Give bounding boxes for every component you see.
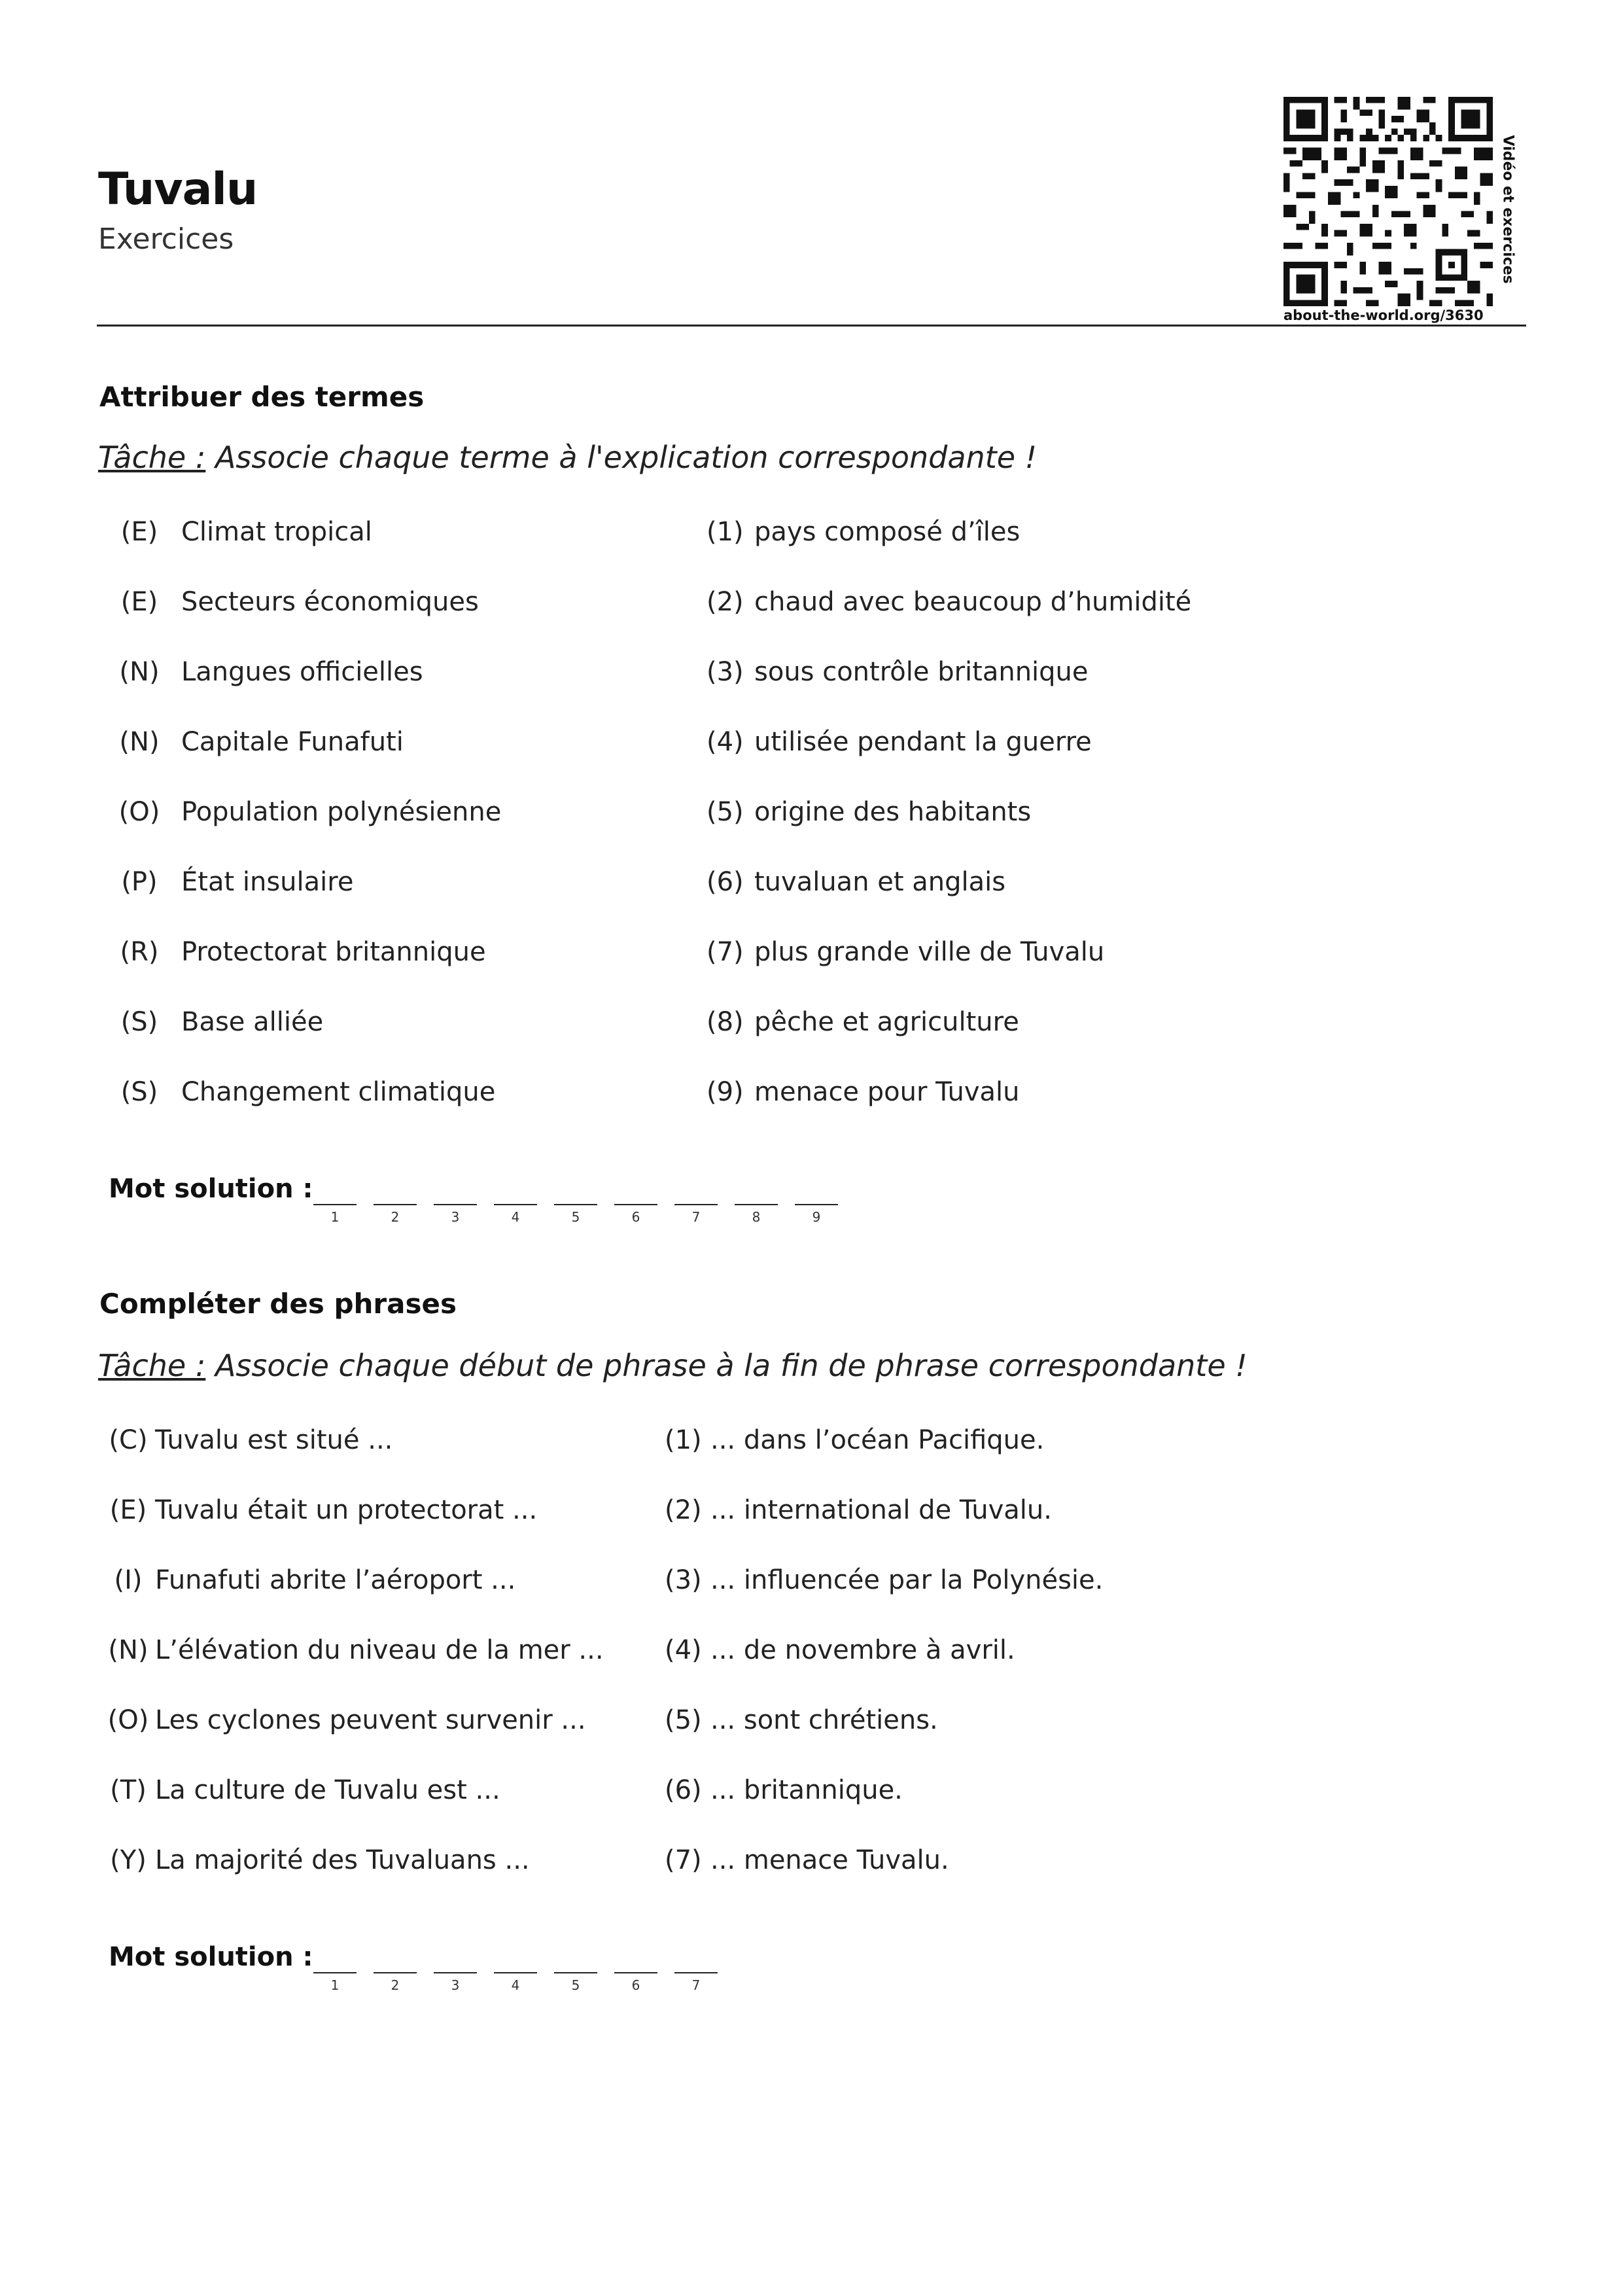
solution-blank[interactable] — [614, 1972, 657, 1973]
blank-number: 7 — [691, 1977, 701, 1993]
sentence-ending: ... menace Tuvalu. — [710, 1845, 949, 1875]
ending-number: (3) — [665, 1565, 702, 1595]
term-text: État insulaire — [181, 867, 354, 897]
solution-blank[interactable] — [494, 1972, 537, 1973]
term-text: Population polynésienne — [181, 797, 502, 827]
blank-number: 2 — [391, 1977, 400, 1993]
explanation-text: chaud avec beaucoup d’humidité — [754, 587, 1192, 617]
sentence-code: (T) — [110, 1775, 147, 1805]
blank-number: 7 — [691, 1209, 701, 1225]
explanation-text: pêche et agriculture — [754, 1007, 1019, 1037]
solution-blank[interactable] — [313, 1204, 357, 1205]
term-code: (N) — [119, 727, 160, 757]
blank-number: 1 — [330, 1977, 340, 1993]
blank-number: 4 — [511, 1209, 520, 1225]
explanation-text: pays composé d’îles — [754, 517, 1021, 547]
term-code: (P) — [121, 867, 158, 897]
solution-blank[interactable] — [795, 1204, 838, 1205]
solution-blank[interactable] — [374, 1204, 417, 1205]
explanation-text: sous contrôle britannique — [754, 657, 1089, 687]
sentence-ending: ... influencée par la Polynésie. — [710, 1565, 1104, 1595]
header-divider — [97, 325, 1526, 327]
solution-blank[interactable] — [374, 1972, 417, 1973]
sentence-beginning: Tuvalu était un protectorat ... — [155, 1495, 538, 1525]
blank-number: 3 — [451, 1209, 460, 1225]
ending-number: (4) — [665, 1635, 702, 1665]
solution-blank[interactable] — [494, 1204, 537, 1205]
task-label: Tâche : — [98, 1348, 206, 1383]
sentence-beginning: Tuvalu est situé ... — [155, 1425, 393, 1455]
explanation-number: (5) — [707, 797, 744, 827]
sentence-ending: ... britannique. — [710, 1775, 903, 1805]
sentence-ending: ... international de Tuvalu. — [710, 1495, 1052, 1525]
sentence-beginning: Les cyclones peuvent survenir ... — [155, 1705, 586, 1735]
blank-number: 2 — [391, 1209, 400, 1225]
solution-blank[interactable] — [614, 1204, 657, 1205]
ending-number: (5) — [665, 1705, 702, 1735]
term-text: Langues officielles — [181, 657, 423, 687]
explanation-number: (6) — [707, 867, 744, 897]
solution-blank[interactable] — [735, 1204, 778, 1205]
task-text: Associe chaque début de phrase à la fin de phrase correspondante ! — [205, 1348, 1248, 1383]
sentence-ending: ... sont chrétiens. — [710, 1705, 938, 1735]
sentence-ending: ... dans l’océan Pacifique. — [710, 1425, 1045, 1455]
sentence-code: (Y) — [110, 1845, 147, 1875]
task-label: Tâche : — [98, 440, 206, 475]
task-text: Associe chaque terme à l'explication correspondante ! — [205, 440, 1038, 475]
term-text: Base alliée — [181, 1007, 324, 1037]
explanation-number: (2) — [707, 587, 744, 617]
term-text: Capitale Funafuti — [181, 727, 404, 757]
term-code: (S) — [120, 1007, 158, 1037]
explanation-text: origine des habitants — [754, 797, 1032, 827]
term-code: (E) — [120, 517, 158, 547]
sentence-ending: ... de novembre à avril. — [710, 1635, 1015, 1665]
exercise2-title: Compléter des phrases — [99, 1288, 457, 1320]
term-code: (N) — [119, 657, 160, 687]
ending-number: (6) — [665, 1775, 702, 1805]
page-subtitle: Exercices — [98, 222, 234, 256]
explanation-number: (4) — [707, 727, 744, 757]
solution-blank[interactable] — [313, 1972, 357, 1973]
explanation-number: (8) — [707, 1007, 744, 1037]
explanation-number: (9) — [707, 1077, 744, 1107]
explanation-number: (3) — [707, 657, 744, 687]
sentence-beginning: La culture de Tuvalu est ... — [155, 1775, 500, 1805]
ending-number: (2) — [665, 1495, 702, 1525]
blank-number: 9 — [812, 1209, 821, 1225]
term-code: (E) — [120, 587, 158, 617]
qr-code[interactable] — [1283, 97, 1493, 306]
qr-side-label: Vidéo et exercices — [1499, 135, 1516, 284]
exercise2-task — [98, 1348, 1248, 1383]
solution-blank[interactable] — [554, 1972, 597, 1973]
explanation-text: tuvaluan et anglais — [754, 867, 1006, 897]
solution-blank[interactable] — [674, 1204, 718, 1205]
exercise2-solution-label: Mot solution : — [109, 1942, 313, 1972]
page-title: Tuvalu — [98, 164, 258, 215]
explanation-number: (7) — [707, 937, 744, 967]
term-text: Changement climatique — [181, 1077, 496, 1107]
exercise1-title: Attribuer des termes — [99, 381, 425, 413]
blank-number: 1 — [330, 1209, 340, 1225]
blank-number: 5 — [571, 1977, 580, 1993]
solution-blank[interactable] — [434, 1204, 477, 1205]
term-text: Secteurs économiques — [181, 587, 479, 617]
blank-number: 6 — [631, 1209, 640, 1225]
exercise1-solution-label: Mot solution : — [109, 1174, 313, 1204]
sentence-code: (E) — [109, 1495, 147, 1525]
sentence-code: (N) — [108, 1635, 148, 1665]
ending-number: (7) — [665, 1845, 702, 1875]
ending-number: (1) — [665, 1425, 702, 1455]
explanation-text: utilisée pendant la guerre — [754, 727, 1092, 757]
solution-blank[interactable] — [434, 1972, 477, 1973]
qr-url[interactable]: about-the-world.org/3630 — [1283, 308, 1484, 323]
blank-number: 8 — [752, 1209, 761, 1225]
sentence-beginning: Funafuti abrite l’aéroport ... — [155, 1565, 516, 1595]
explanation-text: menace pour Tuvalu — [754, 1077, 1020, 1107]
sentence-beginning: La majorité des Tuvaluans ... — [155, 1845, 530, 1875]
term-code: (O) — [118, 797, 160, 827]
explanation-text: plus grande ville de Tuvalu — [754, 937, 1105, 967]
explanation-number: (1) — [707, 517, 744, 547]
blank-number: 4 — [511, 1977, 520, 1993]
sentence-beginning: L’élévation du niveau de la mer ... — [155, 1635, 604, 1665]
solution-blank[interactable] — [674, 1972, 718, 1973]
term-text: Protectorat britannique — [181, 937, 486, 967]
term-code: (R) — [120, 937, 159, 967]
sentence-code: (O) — [107, 1705, 149, 1735]
sentence-code: (C) — [109, 1425, 148, 1455]
term-code: (S) — [120, 1077, 158, 1107]
exercise1-task — [98, 440, 1037, 475]
blank-number: 5 — [571, 1209, 580, 1225]
solution-blank[interactable] — [554, 1204, 597, 1205]
blank-number: 3 — [451, 1977, 460, 1993]
sentence-code: (I) — [114, 1565, 143, 1595]
term-text: Climat tropical — [181, 517, 372, 547]
blank-number: 6 — [631, 1977, 640, 1993]
